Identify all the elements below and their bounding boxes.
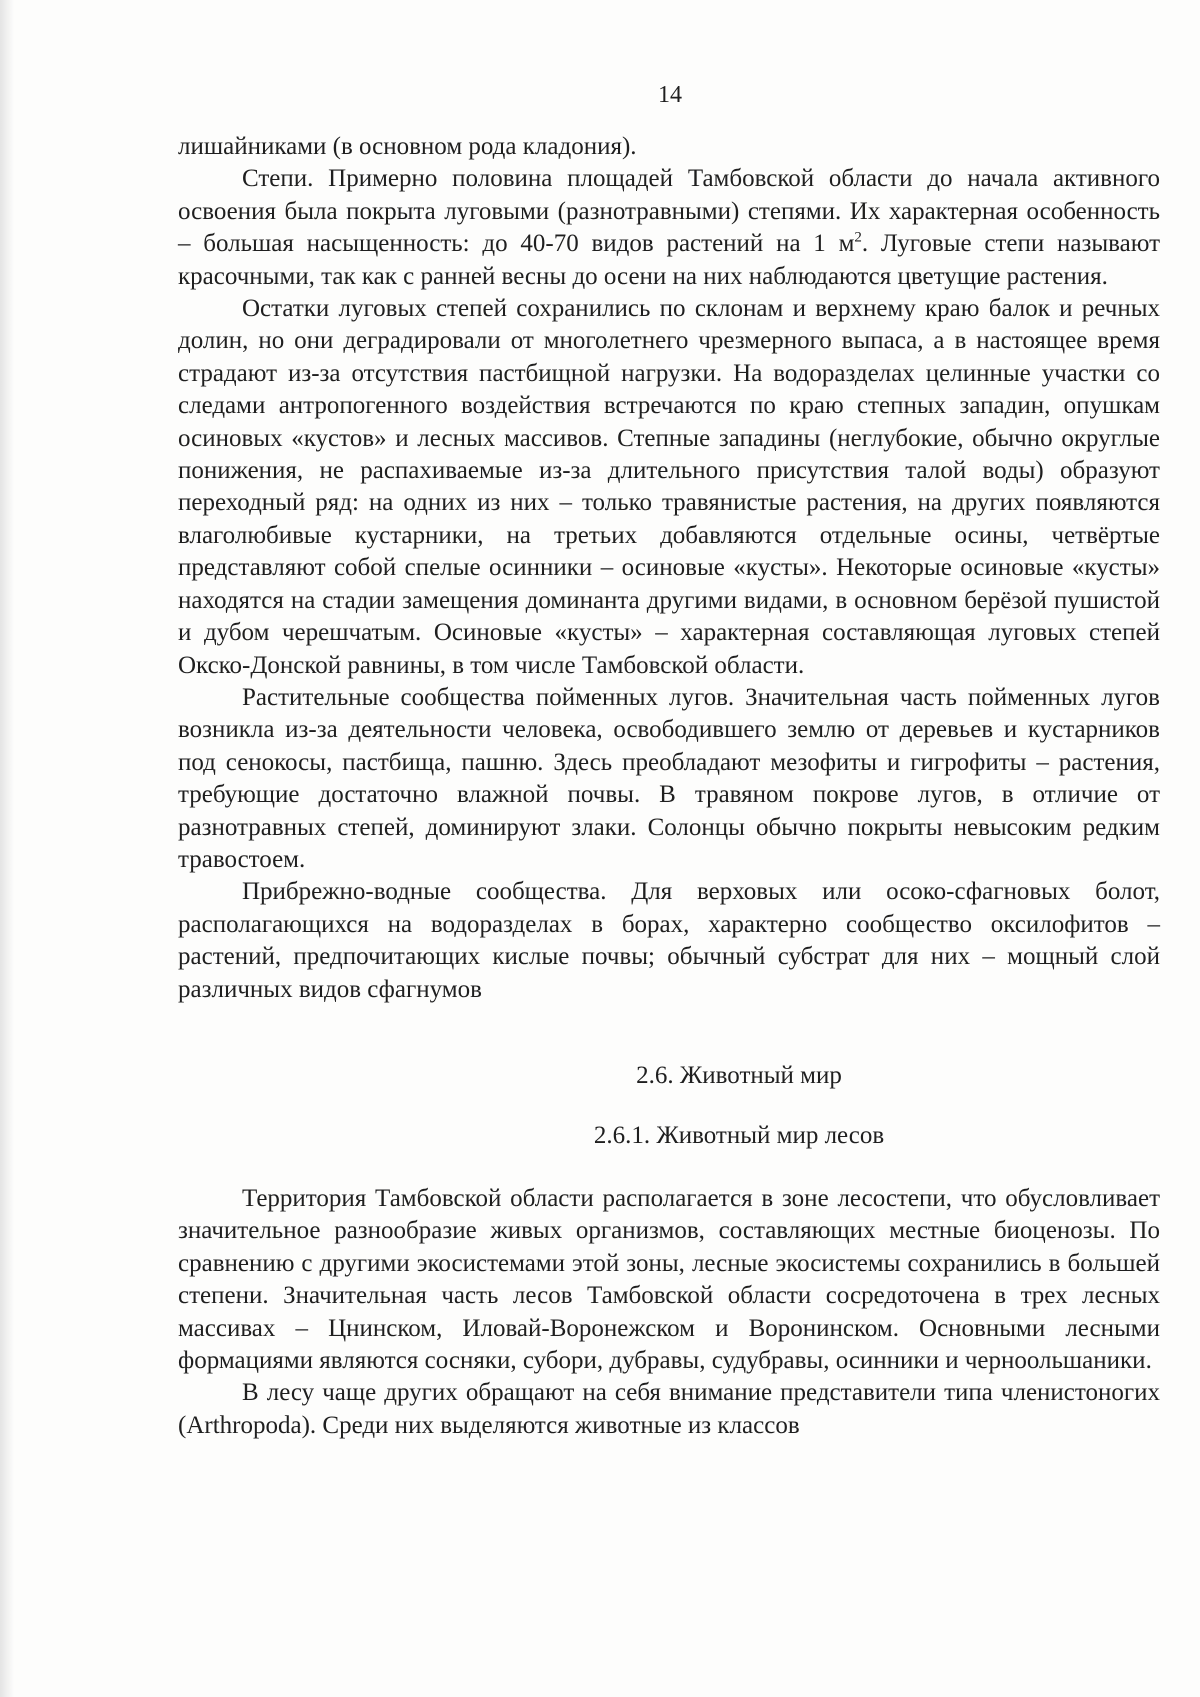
page-number: 14 <box>658 82 682 108</box>
paragraph-coastal-communities: Прибрежно-водные сообщества. Для верховых или осоко-сфагновых болот, располагающихся на водоразделах в борах, характерно сообщество оксилофитов – растений, предпочитающих кислые почвы; обычный субстрат для них – мощный слой различных видов сфагнумов <box>178 878 1160 1003</box>
text-section-flora <box>178 131 1160 1006</box>
paragraph-steppes <box>178 163 1160 293</box>
paragraph-steppe-remains: Остатки луговых степей сохранились по склонам и верхнему краю балок и речных долин, но они деградировали от многолетнего чрезмерного выпаса, а в настоящее время страдают из-за отсутствия пастбищной нагрузки. На водоразделах целинные участки со следами антропогенного воздействия встречаются по краю степных западин, опушкам осиновых «кустов» и лесных массивов. Степные западины (неглубокие, обычно округлые понижения, не распахиваемые из-за длительного присутствия талой воды) образуют переходный ряд: на одних из них – только травянистые растения, на других появляются влаголюбивые кустарники, на третьих добавляются отдельные осины, четвёртые представляют собой спелые осинники – осиновые «кусты». Некоторые осиновые «кусты» находятся на стадии замещения доминанта другими видами, в основном берёзой пушистой и дубом черешчатым. Осиновые «кусты» – характерная составляющая луговых степей Окско-Донской равнины, в том числе Тамбовской области. <box>178 295 1160 679</box>
section-heading-fauna: 2.6. Животный мир <box>636 1062 842 1089</box>
text-section-forest-fauna <box>178 1183 1160 1442</box>
paragraph-floodplain-meadows: Растительные сообщества пойменных лугов. Значительная часть пойменных лугов возникла из-за деятельности человека, освободившего землю от деревьев и кустарников под сенокосы, пастбища, пашню. Здесь преобладают мезофиты и гигрофиты – растения, требующие достаточно влажной почвы. В травяном покрове лугов, в отличие от разнотравных степей, доминируют злаки. Солонцы обычно покрыты невысоким редким травостоем. <box>178 683 1160 873</box>
paragraph-territory: Территория Тамбовской области располагается в зоне лесостепи, что обусловливает значительное разнообразие живых организмов, составляющих местные биоценозы. По сравнению с другими экосистемами этой зоны, лесные экосистемы сохранились в большей степени. Значительная часть лесов Тамбовской области сосредоточена в трех лесных массивах – Цнинском, Иловай-Воронежском и Воронинском. Основными лесными формациями являются сосняки, субори, дубравы, судубравы, осинники и черноольшаники. <box>178 1185 1160 1375</box>
subsection-heading-forest-fauna: 2.6.1. Животный мир лесов <box>593 1122 885 1149</box>
paragraph-continuation: лишайниками (в основном рода кладония). <box>178 133 637 160</box>
paragraph-arthropods: В лесу чаще других обращают на себя внимание представители типа членистоногих (Arthropoda). Среди них выделяются животные из классов <box>178 1379 1160 1439</box>
paragraph-steppes-text-end: . Луговые степи называют красочными, так как с ранней весны до осени на них наблюдаются цветущие растения. <box>178 230 1160 290</box>
scan-edge-shadow <box>0 0 14 1697</box>
paragraph-steppes-text: Степи. Примерно половина площадей Тамбовской области до начала активного освоения была покрыта луговыми (разнотравными) степями. Их характерная особенность – большая насыщенность: до 40-70 видов растений на 1 м <box>178 165 1160 258</box>
superscript-square: 2 <box>854 229 862 246</box>
